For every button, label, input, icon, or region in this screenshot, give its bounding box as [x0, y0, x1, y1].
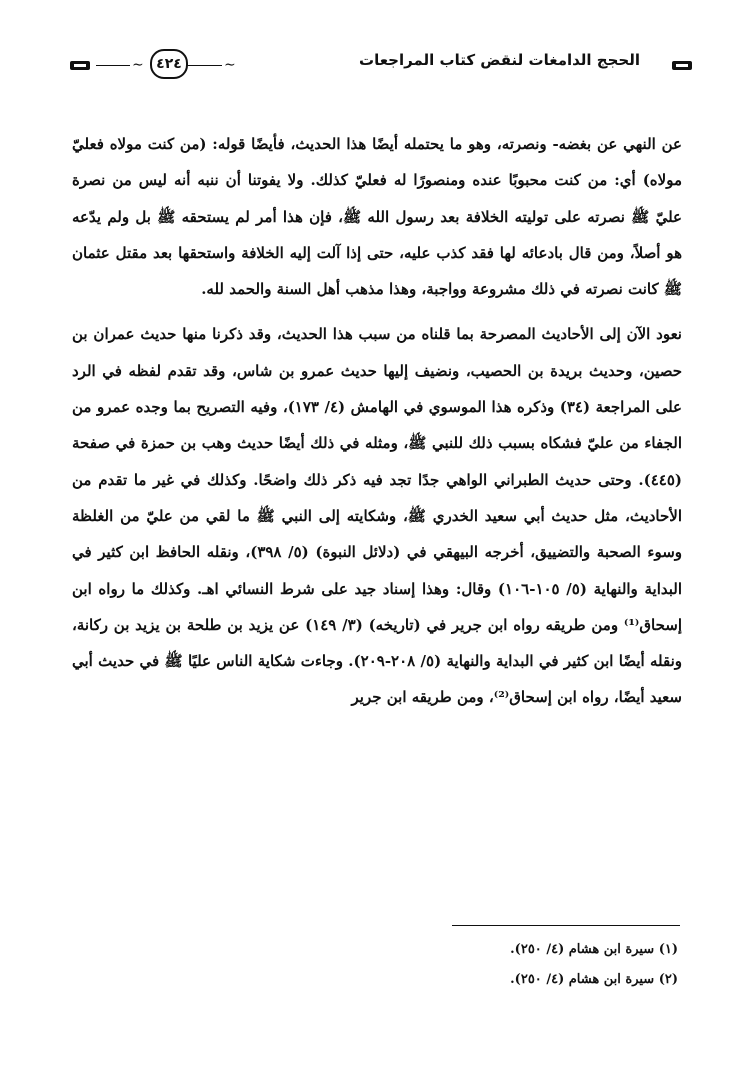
footnotes — [258, 935, 678, 995]
header-ornament-left-icon — [70, 61, 90, 70]
running-header — [70, 45, 692, 89]
header-flourish-icon: ∽ — [224, 57, 236, 73]
footnote-1: (١) سيرة ابن هشام (٤/ ٢٥٠). — [510, 942, 678, 957]
footnote-2: (٢) سيرة ابن هشام (٤/ ٢٥٠). — [510, 972, 678, 987]
header-flourish-icon: ∽ — [132, 57, 144, 73]
page-number: ٤٢٤ — [150, 49, 188, 79]
book-title: الحجج الدامغات لنقض كتاب المراجعات — [359, 51, 640, 69]
header-rule — [186, 65, 222, 66]
paragraph: نعود الآن إلى الأحاديث المصرحة بما قلناه من سبب هذا الحديث، وقد ذكرنا منها حديث عمران بن حصين، وحديث بريدة بن الحصيب، ونضيف إليها حديث عمرو بن شاس، وقد تقدم لفظه في الرد على المراجعة (٣٤) وذكره هذا الموسوي في الهامش (٤/ ١٧٣)، وفيه التصريح بما وجده عمرو من الجفاء من عليّ فشكاه بسبب ذلك للنبي ﷺ، ومثله في ذلك أيضًا حديث وهب بن حمزة في صفحة (٤٤٥). وحتى حديث الطبراني الواهي جدًا تجد فيه ذكر ذلك واضحًا. وكذلك في غير ما تقدم من الأحاديث، مثل حديث أبي سعيد الخدري ﷺ، وشكايته إلى النبي ﷺ ما لقي من عليّ من الغلظة وسوء الصحبة والتضييق، أخرجه البيهقي في (دلائل النبوة) (٥/ ٣٩٨)، ونقله الحافظ ابن كثير في البداية والنهاية (٥/ ١٠٥-١٠٦) وقال: وهذا إسناد جيد على شرط النسائي اهـ. وكذلك ما رواه ابن إسحاق⁽¹⁾ ومن طريقه رواه ابن جرير في (تاريخه) (٣/ ١٤٩) عن يزيد بن طلحة بن يزيد بن ركانة، ونقله أيضًا ابن كثير في البداية والنهاية (٥/ ٢٠٨-٢٠٩). وجاءت شكاية الناس عليًا ﷺ في حديث أبي سعيد أيضًا، رواه ابن إسحاق⁽²⁾، ومن طريقه ابن جرير — [72, 325, 683, 707]
header-ornament-right-icon — [672, 61, 692, 70]
main-text — [72, 126, 682, 716]
paragraph: عن النهي عن بغضه- ونصرته، وهو ما يحتمله أيضًا هذا الحديث، فأيضًا قوله: (من كنت مولاه فعليّ مولاه) أي: من كنت محبوبًا عنده ومنصورًا له فعليّ كذلك. ولا يفوتنا أن ننبه أنه ليس من نصرة عليّ ﷺ نصرته على توليته الخلافة بعد رسول الله ﷺ، فإن هذا أمر لم يستحقه ﷺ بل ولم يدّعه هو أصلاً، ومن قال بادعائه لها فقد كذب عليه، حتى إذا آلت إليه الخلافة واستحقها بعد مقتل عثمان ﷺ كانت نصرته في ذلك مشروعة وواجبة، وهذا مذهب أهل السنة والحمد لله. — [72, 135, 682, 299]
footnote-separator — [452, 925, 680, 926]
header-rule — [96, 65, 130, 66]
